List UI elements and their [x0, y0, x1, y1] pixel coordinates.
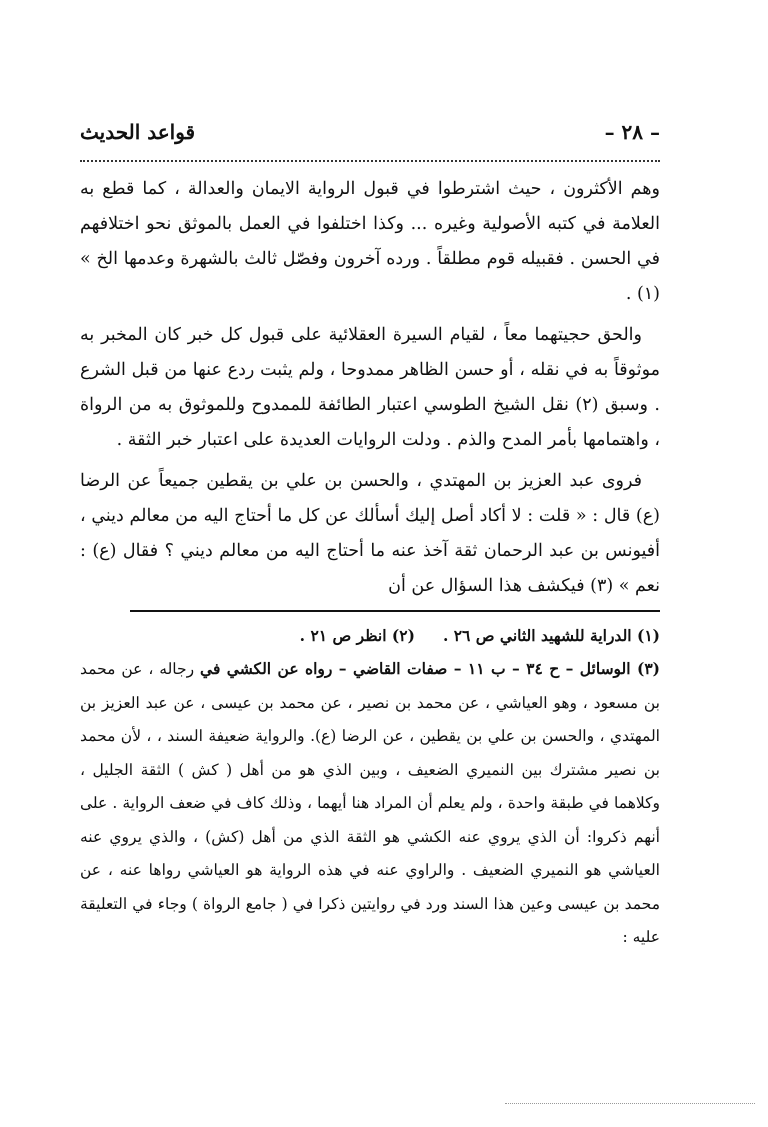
book-page — [80, 120, 660, 955]
footnote-separator — [130, 610, 660, 612]
footnote-3-text: رجاله ، عن محمد بن مسعود ، وهو العياشي ، عن محمد بن نصير ، عن محمد بن عيسى ، عن عبد العزيز بن المهتدي ، والحسن بن علي بن يقطين ، عن الرضا (ع). والرواية ضعيفة السند ، ، لأن محمد بن نصير مشترك بين النميري الضعيف ، وبين الذي هو من أهل ( كش ) الثقة الجليل ، وكلاهما في طبقة واحدة ، ولم يعلم أن المراد هنا أيهما ، وذلك كاف في ضعف الرواية . على أنهم ذكروا: أن الذي يروي عنه الكشي هو الثقة الذي من أهل (كش) ، والذي يروي عنه العياشي هو النميري الضعيف . والراوي عنه في هذه الرواية هو العياشي رواها عنه ، عن محمد بن عيسى وعين هذا السند ورد في روايتين ذكرا في ( جامع الرواة ) وجاء في التعليقة عليه : — [80, 660, 660, 946]
footnote-3-lead: (٣) الوسائل – ح ٣٤ – ب ١١ – صفات القاضي – رواه عن الكشي في — [200, 659, 661, 678]
footnote-2: (٢) انظر ص ٢١ . — [299, 626, 415, 645]
header-divider — [80, 160, 660, 162]
page-header — [80, 120, 660, 158]
body-paragraph-2: والحق حجيتهما معاً ، لقيام السيرة العقلائية على قبول كل خبر كان المخبر به موثوقاً به في نقله ، أو حسن الظاهر ممدوحا ، ولم يثبت ردع عنها من قبل الشرع . وسبق (٢) نقل الشيخ الطوسي اعتبار الطائفة للممدوح وللموثوق به من الرواة ، واهتمامها بأمر المدح والذم . ودلت الروايات العديدة على اعتبار خبر الثقة . — [80, 325, 660, 450]
body-paragraph-3: فروى عبد العزيز بن المهتدي ، والحسن بن علي بن يقطين جميعاً عن الرضا (ع) قال : « قلت : لا أكاد أصل إليك أسألك عن كل ما أحتاج اليه من معالم ديني ، أفيونس بن عبد الرحمان ثقة آخذ عنه ما أحتاج اليه من معالم ديني ؟ فقال (ع) : نعم » (٣) فيكشف هذا السؤال عن أن — [80, 471, 660, 596]
body-paragraph-1: وهم الأكثرون ، حيث اشترطوا في قبول الرواية الايمان والعدالة ، كما قطع به العلامة في كتبه الأصولية وغيره ... وكذا اختلفوا في العمل بالموثق نحو اختلافهم في الحسن . فقبيله قوم مطلقاً . ورده آخرون وفصّل ثالث بالشهرة وعدمها الخ » (١) . — [80, 179, 660, 304]
footnote-1: (١) الدراية للشهيد الثاني ص ٢٦ . — [442, 626, 660, 645]
running-title: قواعد الحديث — [80, 120, 196, 144]
scan-artifact — [505, 1103, 755, 1110]
footnotes-row-1 — [80, 620, 660, 652]
page-number: – ٢٨ – — [604, 120, 660, 144]
footnote-3 — [80, 652, 660, 955]
